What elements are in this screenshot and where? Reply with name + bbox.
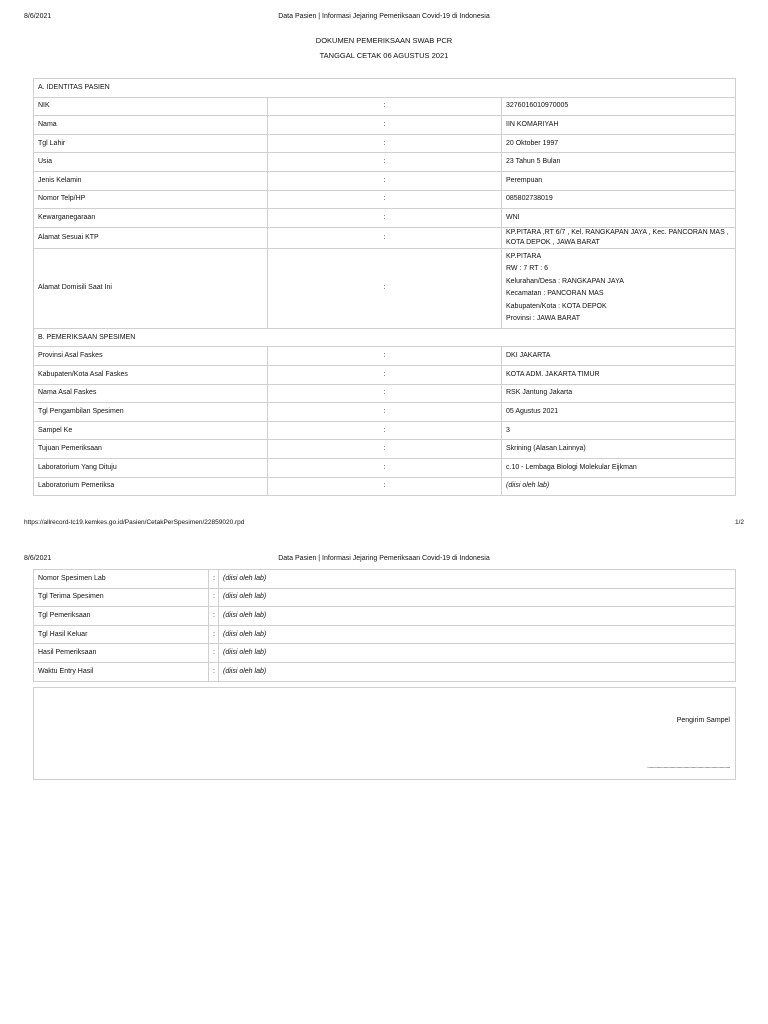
field-value: 23 Tahun 5 Bulan xyxy=(502,153,736,172)
colon: : xyxy=(268,248,502,328)
field-label: Laboratorium Pemeriksa xyxy=(34,477,268,496)
field-label: Jenis Kelamin xyxy=(34,171,268,190)
table-row xyxy=(34,116,736,135)
field-value: Skrining (Alasan Lainnya) xyxy=(502,440,736,459)
patient-document-table xyxy=(33,78,736,496)
page-number: 1/2 xyxy=(734,519,744,526)
table-row xyxy=(34,570,736,589)
address-line: Kecamatan : PANCORAN MAS xyxy=(506,290,604,298)
table-row xyxy=(34,644,736,663)
colon: : xyxy=(268,458,502,477)
table-row xyxy=(34,97,736,116)
colon: : xyxy=(268,384,502,403)
table-row xyxy=(34,153,736,172)
table-row xyxy=(34,625,736,644)
table-row xyxy=(34,384,736,403)
field-label: Alamat Sesuai KTP xyxy=(34,227,268,248)
field-label: Nomor Telp/HP xyxy=(34,190,268,209)
colon: : xyxy=(268,153,502,172)
field-value: RSK Jantung Jakarta xyxy=(502,384,736,403)
table-row xyxy=(34,421,736,440)
address-line: Kelurahan/Desa : RANGKAPAN JAYA xyxy=(506,277,624,285)
print-date: 8/6/2021 xyxy=(24,13,52,20)
field-label: Kabupaten/Kota Asal Faskes xyxy=(34,365,268,384)
field-value: (diisi oleh lab) xyxy=(219,644,736,663)
colon: : xyxy=(268,116,502,135)
colon: : xyxy=(268,171,502,190)
field-value: (diisi oleh lab) xyxy=(219,662,736,681)
field-label: Tgl Hasil Keluar xyxy=(34,625,209,644)
field-label: Nama Asal Faskes xyxy=(34,384,268,403)
colon: : xyxy=(268,134,502,153)
field-value: 085802738019 xyxy=(502,190,736,209)
colon: : xyxy=(268,477,502,496)
colon: : xyxy=(209,644,219,663)
field-label: Kewarganegaraan xyxy=(34,209,268,228)
header-title: Data Pasien | Informasi Jejaring Pemeriksaan Covid-19 di Indonesia xyxy=(278,13,490,20)
field-label: Nama xyxy=(34,116,268,135)
table-row-domicile xyxy=(34,248,736,328)
colon: : xyxy=(268,440,502,459)
document-subtitle: TANGGAL CETAK 06 AGUSTUS 2021 xyxy=(319,51,449,60)
domicile-address xyxy=(502,248,736,328)
section-b-heading: B. PEMERIKSAAN SPESIMEN xyxy=(34,328,736,347)
print-date: 8/6/2021 xyxy=(24,555,52,562)
signature-box xyxy=(33,687,736,780)
footer-url: https://allrecord-tc19.kemkes.go.id/Pasien/CetakPerSpesimen/22859020.rpd xyxy=(24,519,245,526)
field-label: Provinsi Asal Faskes xyxy=(34,347,268,366)
colon: : xyxy=(268,190,502,209)
colon: : xyxy=(268,97,502,116)
table-row xyxy=(34,190,736,209)
address-line: Provinsi : JAWA BARAT xyxy=(506,315,581,323)
lab-result-table xyxy=(33,569,736,682)
colon: : xyxy=(209,588,219,607)
colon: : xyxy=(268,403,502,422)
colon: : xyxy=(209,662,219,681)
table-row xyxy=(34,440,736,459)
colon: : xyxy=(209,625,219,644)
address-line: KP.PITARA xyxy=(506,252,542,260)
address-line: Kabupaten/Kota : KOTA DEPOK xyxy=(506,302,607,310)
table-row xyxy=(34,171,736,190)
signature-line: ....................................................................... xyxy=(647,764,730,770)
field-label: Laboratorium Yang Dituju xyxy=(34,458,268,477)
field-value: (diisi oleh lab) xyxy=(219,570,736,589)
field-value: KP.PITARA ,RT 6/7 , Kel. RANGKAPAN JAYA , Kec. PANCORAN MAS , KOTA DEPOK , JAWA BARAT xyxy=(502,227,736,248)
field-label: Usia xyxy=(34,153,268,172)
field-value: WNI xyxy=(502,209,736,228)
table-row xyxy=(34,209,736,228)
table-row xyxy=(34,365,736,384)
colon: : xyxy=(209,607,219,626)
field-value: (diisi oleh lab) xyxy=(219,607,736,626)
field-label: Tgl Pengambilan Spesimen xyxy=(34,403,268,422)
field-value: 3 xyxy=(502,421,736,440)
table-row xyxy=(34,662,736,681)
field-label: Sampel Ke xyxy=(34,421,268,440)
field-label: Tgl Terima Spesimen xyxy=(34,588,209,607)
field-value: (diisi oleh lab) xyxy=(502,477,736,496)
field-value: (diisi oleh lab) xyxy=(219,588,736,607)
colon: : xyxy=(268,365,502,384)
header-title: Data Pasien | Informasi Jejaring Pemeriksaan Covid-19 di Indonesia xyxy=(278,555,490,562)
colon: : xyxy=(209,570,219,589)
document-title: DOKUMEN PEMERIKSAAN SWAB PCR xyxy=(315,36,453,45)
field-value: 3276016010970005 xyxy=(502,97,736,116)
table-row xyxy=(34,607,736,626)
colon: : xyxy=(268,209,502,228)
address-line: RW : 7 RT : 6 xyxy=(506,265,549,273)
colon: : xyxy=(268,421,502,440)
table-row xyxy=(34,477,736,496)
table-row xyxy=(34,458,736,477)
table-row xyxy=(34,347,736,366)
field-value: DKI JAKARTA xyxy=(502,347,736,366)
signature-label: Pengirim Sampel xyxy=(676,717,730,724)
field-value: IIN KOMARIYAH xyxy=(502,116,736,135)
field-label: Alamat Domisili Saat Ini xyxy=(34,248,268,328)
field-label: Nomor Spesimen Lab xyxy=(34,570,209,589)
field-value: 05 Agustus 2021 xyxy=(502,403,736,422)
section-row xyxy=(34,328,736,347)
table-row xyxy=(34,227,736,248)
table-row xyxy=(34,403,736,422)
colon: : xyxy=(268,227,502,248)
table-row xyxy=(34,134,736,153)
field-value: Perempuan xyxy=(502,171,736,190)
field-label: Hasil Pemeriksaan xyxy=(34,644,209,663)
field-label: Tgl Pemeriksaan xyxy=(34,607,209,626)
field-value: c.10 - Lembaga Biologi Molekular Eijkman xyxy=(502,458,736,477)
field-value: 20 Oktober 1997 xyxy=(502,134,736,153)
table-row xyxy=(34,588,736,607)
field-label: NIK xyxy=(34,97,268,116)
section-row xyxy=(34,79,736,98)
section-a-heading: A. IDENTITAS PASIEN xyxy=(34,79,736,98)
field-label: Tujuan Pemeriksaan xyxy=(34,440,268,459)
field-label: Tgl Lahir xyxy=(34,134,268,153)
colon: : xyxy=(268,347,502,366)
field-value: KOTA ADM. JAKARTA TIMUR xyxy=(502,365,736,384)
field-value: (diisi oleh lab) xyxy=(219,625,736,644)
field-label: Waktu Entry Hasil xyxy=(34,662,209,681)
